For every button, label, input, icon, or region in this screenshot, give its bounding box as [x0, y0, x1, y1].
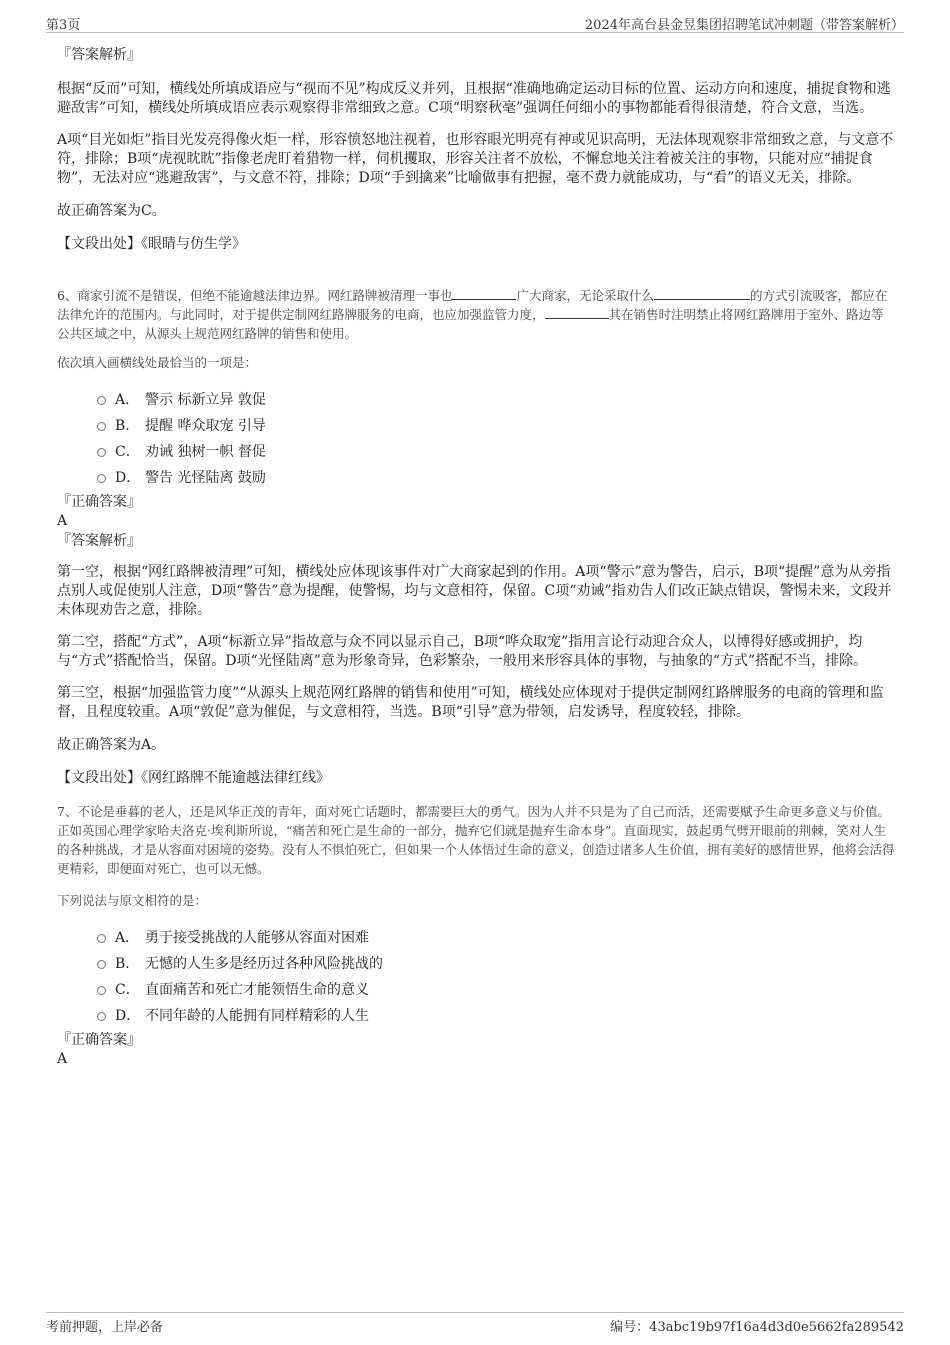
option-a[interactable]: A． 勇于接受挑战的人能够从容面对困难 — [97, 925, 895, 951]
option-d[interactable]: D． 警告 光怪陆离 鼓励 — [97, 465, 895, 491]
radio-icon[interactable] — [97, 474, 106, 483]
analysis-paragraph: 第一空，根据“网红路牌被清理”可知，横线处应体现该事件对广大商家起到的作用。A项“警示”意为警告，启示，B项“提醒”意为从旁指点别人或促使别人注意，D项“警告”意为提醒，使警惕，均与文意相符，保留。C项“劝诫”指劝告人们改正缺点错误，警惕未来，文段并未体现劝告之意，排除。 — [57, 564, 892, 618]
question-prompt: 下列说法与原文相符的是： — [57, 893, 208, 908]
option-b[interactable]: B． 无憾的人生多是经历过各种风险挑战的 — [97, 951, 895, 977]
radio-icon[interactable] — [97, 396, 106, 405]
analysis-paragraph: A项“目光如炬”指目光发亮得像火炬一样，形容愤怒地注视着，也形容眼光明亮有神或见识高明，无法体现观察非常细致之意，与文意不符，排除；B项“虎视眈眈”指像老虎盯着猎物一样，伺机攫取，形容关注者不放松，不懈怠地关注着被关注的事物，只能对应“捕捉食物”，无法对应“逃避敌害”，与文意不符，排除；D项“手到擒来”比喻做事有把握，毫不费力就能成功，与“看”的语义无关，排除。 — [57, 132, 894, 186]
page-header — [46, 10, 904, 33]
blank-line — [545, 306, 609, 319]
correct-answer: A — [57, 513, 68, 529]
answer-conclusion: 故正确答案为C。 — [57, 203, 166, 219]
page-number: 第3页 — [46, 18, 81, 33]
blank-line — [654, 287, 750, 300]
answer-conclusion: 故正确答案为A。 — [57, 737, 166, 753]
radio-icon[interactable] — [97, 448, 106, 457]
source-citation: 【文段出处】《网红路牌不能逾越法律红线》 — [57, 770, 330, 786]
blank-line — [452, 287, 516, 300]
radio-icon[interactable] — [97, 1012, 106, 1021]
analysis-paragraph: 第三空，根据“加强监管力度”“从源头上规范网红路牌的销售和使用”可知，横线处应体现对于提供定制网红路牌服务的电商的管理和监督，且程度较重。A项“敦促”意为催促，与文意相符，当选。B项“引导”意为带领，启发诱导，程度较轻，排除。 — [57, 685, 884, 720]
option-c[interactable]: C． 直面痛苦和死亡才能领悟生命的意义 — [97, 977, 895, 1003]
document-id: 编号：43abc19b97f16a4d3d0e5662fa289542 — [610, 1320, 904, 1335]
option-d[interactable]: D． 不同年龄的人能拥有同样精彩的人生 — [97, 1003, 895, 1029]
correct-answer: A — [57, 1051, 68, 1067]
option-c[interactable]: C． 劝诫 独树一帜 督促 — [97, 439, 895, 465]
analysis-label: 『答案解析』 — [57, 47, 141, 63]
correct-answer-label: 『正确答案』 — [57, 494, 141, 510]
option-a[interactable]: A． 警示 标新立异 敦促 — [97, 387, 895, 413]
question-7-options — [57, 925, 895, 1029]
analysis-paragraph: 第二空，搭配“方式”，A项“标新立异”指故意与众不同以显示自己，B项“哗众取宠”指用言论行动迎合众人，以博得好感或拥护，均与“方式”搭配恰当，保留。D项“光怪陆离”意为形象奇异，色彩繁杂，一般用来形容具体的事物，与抽象的“方式”搭配不当，排除。 — [57, 634, 868, 669]
question-6-stem: 6、商家引流不是错误，但绝不能逾越法律边界。网红路牌被清理一事也 广大商家，无论采取什么 的方式引流吸客，都应在法律允许的范围内。与此同时，对于提供定制网红路牌服务的电商，也应加强监管力度， 其在销售时注明禁止将网红路牌用于室外、路边等公共区域之中，从源头上规范网红路牌的销售和使用。 — [57, 288, 888, 341]
analysis-paragraph: 根据“反而”可知，横线处所填成语应与“视而不见”构成反义并列，且根据“准确地确定运动目标的位置、运动方向和速度，捕捉食物和逃避敌害”可知，横线处所填成语应表示观察得非常细致之意。C项“明察秋毫”强调任何细小的事物都能看得很清楚，符合文意，当选。 — [57, 81, 891, 116]
radio-icon[interactable] — [97, 934, 106, 943]
question-prompt: 依次填入画横线处最恰当的一项是： — [57, 355, 258, 370]
source-citation: 【文段出处】《眼睛与仿生学》 — [57, 236, 246, 252]
option-b[interactable]: B． 提醒 哗众取宠 引导 — [97, 413, 895, 439]
footer-slogan: 考前押题，上岸必备 — [46, 1320, 164, 1335]
question-6-options — [57, 387, 895, 491]
question-7-stem: 7、不论是垂暮的老人，还是风华正茂的青年，面对死亡话题时，都需要巨大的勇气。因为人并不只是为了自己而活，还需要赋予生命更多意义与价值。正如英国心理学家哈夫洛克·埃利斯所说，“痛苦和死亡是生命的一部分，抛弃它们就是抛弃生命本身”。直面现实，鼓起勇气劈开眼前的荆棘，笑对人生的各种挑战，才是从容面对困境的姿势。没有人不惧怕死亡，但如果一个人体悟过生命的意义，创造过诸多人生价值，拥有美好的感情世界，他将会活得更精彩，即便面对死亡，也可以无憾。 — [57, 804, 895, 876]
page-footer — [46, 1312, 904, 1337]
radio-icon[interactable] — [97, 986, 106, 995]
document-title: 2024年高台县金昱集团招聘笔试冲刺题（带答案解析） — [584, 18, 904, 33]
page-content — [57, 44, 895, 1068]
analysis-label: 『答案解析』 — [57, 533, 141, 549]
radio-icon[interactable] — [97, 960, 106, 969]
correct-answer-label: 『正确答案』 — [57, 1032, 141, 1048]
radio-icon[interactable] — [97, 422, 106, 431]
